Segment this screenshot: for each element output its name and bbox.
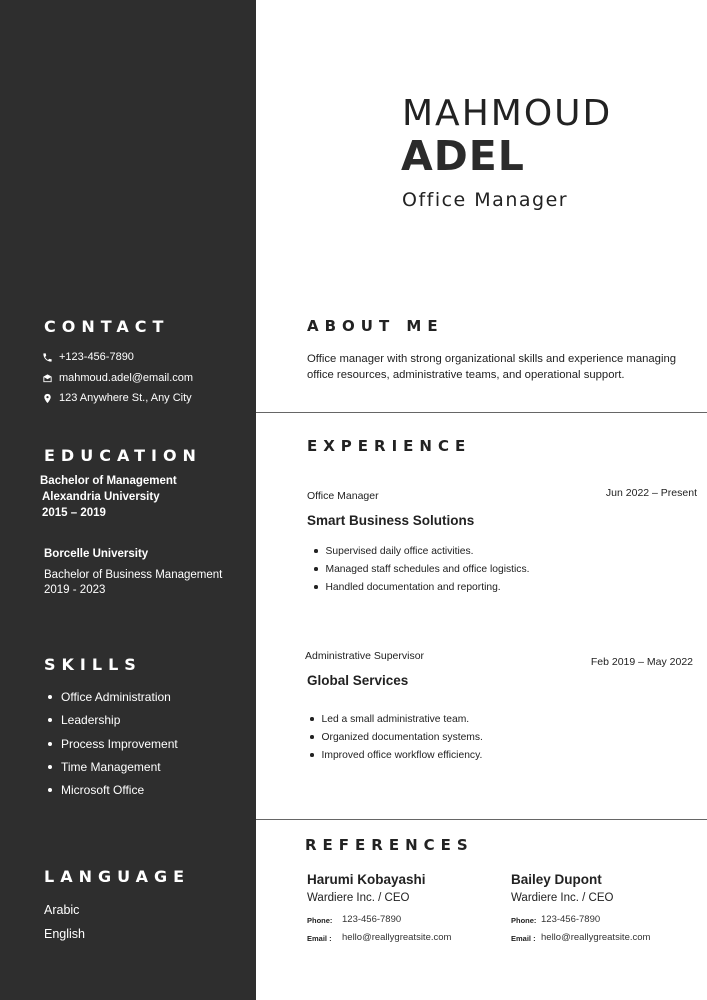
skill-label: Office Administration [61, 690, 171, 704]
job-dates: Jun 2022 – Present [605, 487, 697, 499]
list-item [310, 728, 483, 746]
skill-label: Leadership [61, 713, 121, 727]
bullet-icon [310, 717, 314, 721]
bullet-icon [310, 735, 314, 739]
last-name: ADEL [401, 132, 525, 180]
bullet-text: Led a small administrative team. [321, 713, 470, 725]
skill-item [48, 760, 161, 774]
language-item: Arabic [44, 903, 80, 917]
contact-address [42, 392, 192, 404]
about-heading: ABOUT ME [307, 317, 444, 335]
reference-email: hello@reallygreatsite.com [541, 932, 651, 943]
job-title: Office Manager [402, 189, 569, 211]
list-item [314, 560, 529, 578]
education-degree: Bachelor of Business Management [44, 569, 223, 581]
bullet-text: Managed staff schedules and office logistics. [325, 563, 530, 575]
bullet-text: Improved office workflow efficiency. [321, 749, 483, 761]
education-heading: EDUCATION [44, 446, 202, 465]
about-line: Office manager with strong organizational skills and experience managing [307, 353, 677, 365]
mail-icon [42, 373, 53, 384]
bullet-text: Organized documentation systems. [321, 731, 483, 743]
reference-phone-label: Phone: [307, 916, 333, 925]
reference-email: hello@reallygreatsite.com [342, 932, 452, 943]
bullet-icon [48, 718, 52, 722]
contact-email [42, 372, 193, 384]
reference-name: Bailey Dupont [511, 872, 602, 887]
language-item: English [44, 927, 85, 941]
job-title: Administrative Supervisor [305, 650, 425, 662]
about-line: office resources, administrative teams, and operational support. [307, 369, 625, 381]
address-text: 123 Anywhere St., Any City [59, 392, 192, 404]
skills-heading: SKILLS [44, 655, 142, 674]
reference-phone-label: Phone: [511, 916, 537, 925]
language-heading: LANGUAGE [44, 867, 191, 886]
bullet-icon [48, 765, 52, 769]
reference-phone: 123-456-7890 [541, 914, 601, 925]
reference-company: Wardiere Inc. / CEO [511, 892, 614, 904]
bullet-icon [48, 742, 52, 746]
skill-label: Microsoft Office [61, 783, 145, 797]
reference-phone: 123-456-7890 [342, 914, 402, 925]
list-item [314, 542, 529, 560]
skill-item [48, 783, 144, 797]
education-school: Alexandria University [42, 491, 160, 503]
reference-company: Wardiere Inc. / CEO [307, 892, 410, 904]
job-bullets [314, 542, 529, 596]
job-dates: Feb 2019 – May 2022 [590, 656, 693, 668]
experience-heading: EXPERIENCE [307, 437, 472, 455]
job-company: Global Services [307, 673, 409, 688]
bullet-icon [314, 567, 318, 571]
email-text: mahmoud.adel@email.com [59, 372, 194, 384]
contact-heading: CONTACT [44, 317, 170, 336]
education-degree: Bachelor of Management [40, 475, 177, 487]
phone-text: +123-456-7890 [59, 351, 134, 363]
bullet-text: Handled documentation and reporting. [325, 581, 501, 593]
phone-icon [42, 352, 53, 363]
education-school: Borcelle University [44, 548, 149, 560]
skill-label: Process Improvement [61, 737, 178, 751]
job-title: Office Manager [307, 490, 379, 502]
list-item [310, 746, 483, 764]
reference-email-label: Email : [307, 934, 332, 943]
job-bullets [310, 710, 483, 764]
contact-phone [42, 351, 134, 363]
job-company: Smart Business Solutions [307, 513, 475, 528]
reference-name: Harumi Kobayashi [307, 872, 426, 887]
sidebar [0, 0, 256, 1000]
skill-label: Time Management [61, 760, 161, 774]
list-item [314, 578, 529, 596]
reference-email-label: Email : [511, 934, 536, 943]
bullet-icon [314, 549, 318, 553]
bullet-icon [310, 753, 314, 757]
bullet-icon [48, 695, 52, 699]
section-divider [256, 819, 707, 820]
bullet-icon [48, 788, 52, 792]
skill-item [48, 737, 178, 751]
first-name: MAHMOUD [402, 93, 613, 134]
skill-item [48, 713, 120, 727]
list-item [310, 710, 483, 728]
education-years: 2015 – 2019 [42, 507, 106, 519]
bullet-icon [314, 585, 318, 589]
bullet-text: Supervised daily office activities. [325, 545, 474, 557]
about-text [307, 351, 697, 383]
references-heading: REFERENCES [305, 836, 474, 854]
section-divider [256, 412, 707, 413]
location-icon [42, 393, 53, 404]
education-years: 2019 - 2023 [44, 584, 106, 596]
skill-item [48, 690, 171, 704]
